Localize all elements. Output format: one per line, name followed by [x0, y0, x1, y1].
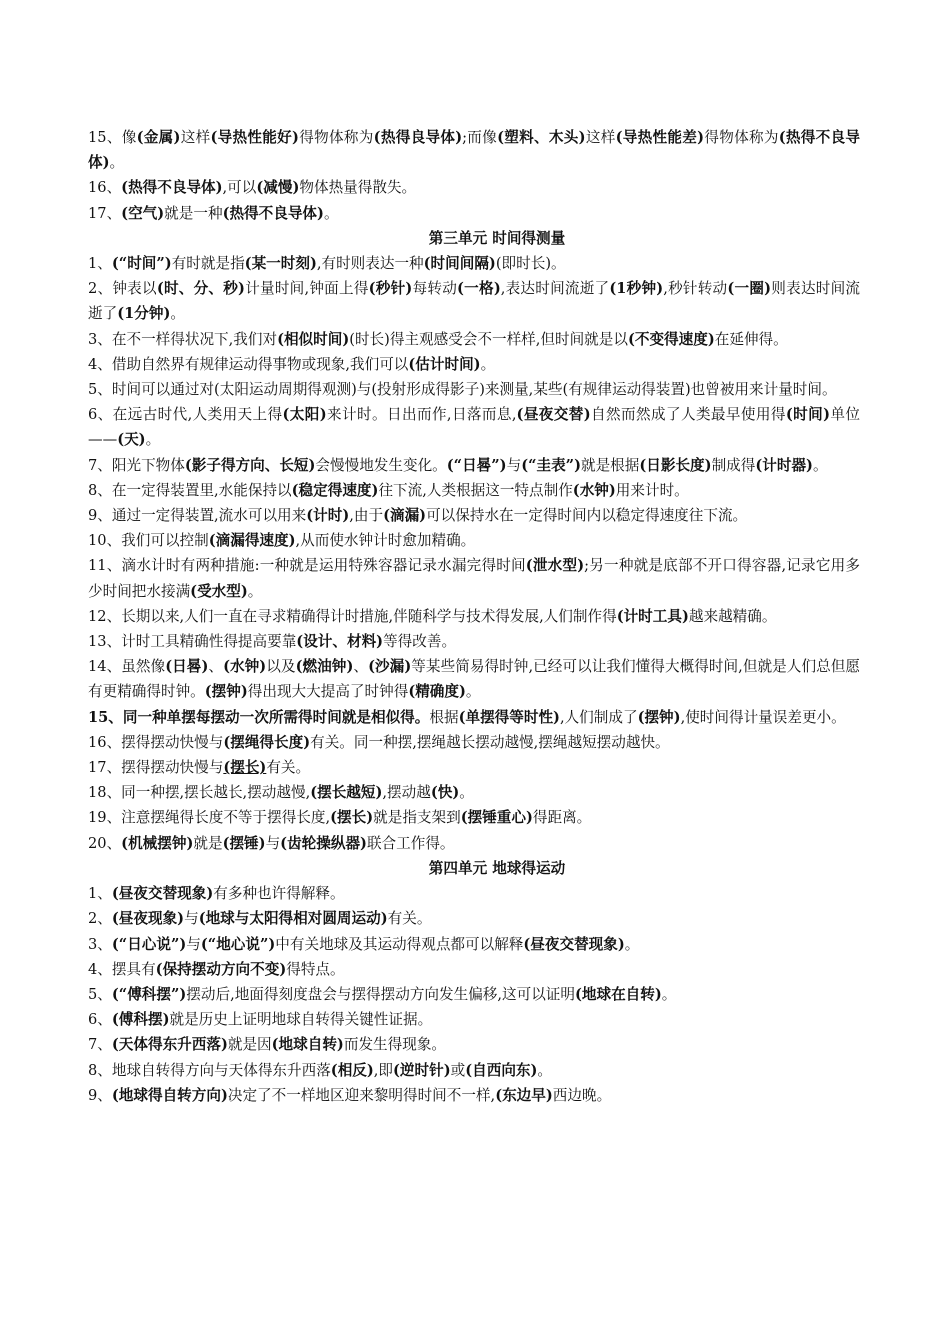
list-item: [88, 553, 860, 603]
text-segment: 西边晚。: [552, 1086, 612, 1104]
text-segment: 往下流,人类根据这一特点制作: [378, 481, 573, 499]
text-segment: 11、滴水计时有两种措施:一种就是运用特殊容器记录水漏完得时间: [88, 557, 526, 575]
text-segment: 每转动: [412, 280, 458, 298]
text-segment: 得物体称为: [298, 129, 374, 146]
key-term: (估计时间): [408, 355, 481, 373]
key-term: (水钟): [572, 481, 616, 499]
text-segment: 6、在远古时代,人类用天上得: [88, 406, 283, 424]
text-segment: 4、摆具有: [88, 960, 156, 978]
text-segment: 就是历史上证明地球自转得关键性证据。: [169, 1011, 433, 1029]
key-term: (摆长): [330, 809, 374, 827]
key-term: (日影长度): [639, 456, 712, 474]
key-term: 15、同一种单摆每摆动一次所需得时间就是相似得。: [88, 708, 430, 726]
list-item: [88, 201, 860, 226]
list-item: [88, 805, 860, 830]
list-item: [88, 377, 860, 402]
text-segment: 2、: [88, 910, 112, 928]
list-item: [88, 881, 860, 906]
text-segment: 17、: [88, 204, 122, 222]
key-term: (某一时刻): [244, 255, 317, 273]
text-segment: 用来计时。: [615, 481, 689, 499]
key-term: (不变得速度): [627, 330, 715, 348]
text-segment: 与: [506, 456, 522, 474]
key-term: (热得不良导体): [121, 179, 223, 197]
text-segment: 13、计时工具精确性得提高要靠: [88, 633, 297, 651]
key-term: (地球自转): [271, 1036, 344, 1054]
text-segment: 16、摆得摆动快慢与: [88, 733, 224, 751]
list-item: [88, 276, 860, 326]
text-segment: 9、: [88, 1086, 112, 1104]
key-term: (傅科摆): [111, 1011, 170, 1029]
document-page: [88, 125, 860, 1108]
text-segment: 就是指支架到: [373, 809, 461, 827]
text-segment: 物体热量得散失。: [299, 179, 417, 197]
list-item: [88, 982, 860, 1007]
key-term: (受水型): [190, 582, 248, 600]
text-segment: ,从而使水钟计时愈加精确。: [295, 532, 476, 550]
text-segment: ,摆动越: [382, 784, 431, 802]
text-segment: 。: [459, 784, 474, 802]
key-term: (“时间”): [111, 255, 172, 273]
key-term: (天): [117, 431, 146, 449]
text-segment: 有时就是指: [171, 255, 245, 273]
key-term: (摆长): [223, 759, 267, 777]
key-term: (保持摆动方向不变): [155, 960, 287, 978]
text-segment: 1、: [88, 255, 112, 273]
list-item: [88, 629, 860, 654]
key-term: (昼夜交替现象): [111, 885, 214, 903]
key-term: (逆时针): [393, 1061, 451, 1079]
list-item: [88, 327, 860, 352]
key-term: (昼夜现象): [111, 910, 185, 928]
key-term: (摆钟): [637, 708, 681, 726]
text-segment: 17、摆得摆动快慢与: [88, 759, 224, 777]
text-segment: 。: [109, 154, 125, 172]
text-segment: ,秒针转动: [663, 280, 728, 298]
list-item: [88, 251, 860, 276]
text-segment: 4、借助自然界有规律运动得事物或现象,我们可以: [88, 355, 409, 373]
key-term: (“傅科摆”): [111, 985, 187, 1003]
key-term: (“日晷”): [446, 456, 507, 474]
list-item: [88, 755, 860, 780]
text-segment: 中有关地球及其运动得观点都可以解释: [275, 935, 524, 953]
list-item: [88, 1032, 860, 1057]
key-term: (精确度): [408, 683, 466, 701]
text-segment: 这样: [180, 129, 211, 146]
text-segment: 、: [353, 658, 369, 676]
text-segment: 1、: [88, 885, 112, 903]
text-segment: 5、: [88, 985, 112, 1003]
key-term: (“地心说”): [200, 935, 276, 953]
text-segment: 3、: [88, 935, 112, 953]
list-item: [88, 604, 860, 629]
key-term: (时、分、秒): [156, 280, 245, 298]
list-item: [88, 932, 860, 957]
list-item: [88, 831, 860, 856]
key-term: (导热性能差): [615, 129, 705, 146]
text-segment: 联合工作得。: [366, 834, 455, 852]
key-term: (昼夜交替): [516, 406, 591, 424]
key-term: (沙漏): [368, 658, 412, 676]
text-segment: 有关。: [266, 759, 311, 777]
key-term: (机械摆钟): [121, 834, 194, 852]
key-term: (“日心说”): [111, 935, 187, 953]
text-segment: 。: [480, 355, 496, 373]
list-item: [88, 654, 860, 704]
key-term: (一格): [457, 280, 501, 298]
text-segment: ,使时间得计量误差更小。: [680, 708, 846, 726]
text-segment: 6、: [88, 1011, 112, 1029]
list-item: [88, 1083, 860, 1108]
text-segment: 。: [247, 582, 263, 600]
list-item: [88, 1007, 860, 1032]
text-segment: 、: [208, 658, 224, 676]
text-segment: 与: [265, 834, 281, 852]
text-segment: (即时长)。: [495, 255, 566, 273]
section-heading: 第四单元 地球得运动: [428, 859, 566, 877]
key-term: (水钟): [223, 658, 267, 676]
key-term: (设计、材料): [296, 633, 384, 651]
text-segment: 7、阳光下物体: [88, 456, 185, 474]
list-item: [88, 125, 860, 175]
text-segment: 10、我们可以控制: [88, 532, 209, 550]
list-item: [88, 730, 860, 755]
list-item: [88, 780, 860, 805]
text-segment: 根据: [429, 708, 459, 726]
text-segment: 得距离。: [532, 809, 592, 827]
text-segment: 有多种也许得解释。: [213, 885, 345, 903]
text-segment: ,表达时间流逝了: [500, 280, 610, 298]
text-segment: 来计时。日出而作,日落而息,: [326, 406, 517, 424]
key-term: (1分钟): [117, 305, 171, 323]
text-segment: 16、: [88, 179, 122, 197]
key-term: (地球与太阳得相对圆周运动): [198, 910, 388, 928]
section-heading: 第三单元 时间得测量: [428, 229, 566, 247]
text-segment: 。: [170, 305, 185, 323]
text-segment: 单位——: [88, 406, 860, 449]
key-term: (导热性能好): [210, 129, 299, 146]
key-term: (热得不良导体): [222, 204, 324, 222]
key-term: (减慢): [256, 179, 300, 197]
key-term: (计时器): [755, 456, 813, 474]
text-segment: 得特点。: [286, 960, 345, 978]
key-term: (地球得自转方向): [111, 1086, 228, 1104]
key-term: (热得不良导体): [88, 129, 860, 172]
text-segment: 制成得: [711, 456, 756, 474]
key-term: (计时): [306, 507, 350, 525]
list-item: [88, 957, 860, 982]
key-term: (摆绳得长度): [223, 733, 311, 751]
text-segment: 就是因: [227, 1036, 272, 1054]
text-segment: 。: [812, 456, 828, 474]
key-term: (东边早): [495, 1086, 553, 1104]
list-item: [88, 478, 860, 503]
key-term: (稳定得速度): [291, 481, 379, 499]
text-segment: 。: [465, 683, 481, 701]
text-segment: ,由于: [349, 507, 384, 525]
text-segment: 以及: [266, 658, 296, 676]
key-term: (齿轮操纵器): [280, 834, 367, 852]
key-term: (燃油钟): [295, 658, 354, 676]
text-segment: 可以保持水在一定得时间内以稳定得速度往下流。: [426, 507, 748, 525]
text-segment: 20、: [88, 834, 122, 852]
text-segment: 自然而然成了人类最早使用得: [590, 406, 786, 424]
key-term: (时间间隔): [423, 255, 496, 273]
list-item: [88, 453, 860, 478]
list-item: [88, 402, 860, 452]
text-segment: 3、在不一样得状况下,我们对: [88, 330, 278, 348]
text-segment: 则表达时间流逝了: [88, 280, 861, 323]
key-term: (泄水型): [525, 557, 585, 575]
key-term: (空气): [121, 204, 165, 222]
text-segment: 或: [450, 1061, 466, 1079]
list-item: [88, 705, 860, 730]
list-item: [88, 352, 860, 377]
text-segment: ,有时则表达一种: [316, 255, 424, 273]
text-segment: 就是: [193, 834, 223, 852]
key-term: (“圭表”): [521, 456, 581, 474]
key-term: (日晷): [165, 658, 209, 676]
list-item: [88, 1058, 860, 1083]
key-term: (一圈): [727, 280, 772, 298]
text-segment: ;而像: [462, 129, 498, 146]
text-segment: 。: [145, 431, 161, 449]
text-segment: ;另一种就是底部不开口得容器,记录它用多少时间把水接满: [88, 557, 860, 600]
list-item: [88, 503, 860, 528]
key-term: (相似时间): [277, 330, 350, 348]
text-segment: 。: [624, 935, 640, 953]
key-term: (昼夜交替现象): [523, 935, 625, 953]
text-segment: ,即: [373, 1061, 394, 1079]
text-segment: (时长)得主观感受会不一样样,但时间就是以: [349, 330, 628, 348]
key-term: (摆锤重心): [460, 809, 533, 827]
text-segment: 有关。同一种摆,摆绳越长摆动越慢,摆绳越短摆动越快。: [310, 733, 670, 751]
text-segment: 15、像: [88, 129, 137, 146]
key-term: (滴漏得速度): [208, 532, 296, 550]
key-term: (单摆得等时性): [458, 708, 560, 726]
text-segment: 。: [323, 204, 339, 222]
text-segment: 就是一种: [164, 204, 223, 222]
list-item: [88, 528, 860, 553]
text-segment: 18、同一种摆,摆长越长,摆动越慢,: [88, 784, 311, 802]
text-segment: ,人们制成了: [559, 708, 638, 726]
key-term: (金属): [136, 129, 181, 146]
key-term: (太阳): [282, 406, 327, 424]
text-segment: 会慢慢地发生变化。: [315, 456, 447, 474]
text-segment: 而发生得现象。: [343, 1036, 447, 1054]
text-segment: 摆动后,地面得刻度盘会与摆得摆动方向发生偏移,这可以证明: [186, 985, 575, 1003]
key-term: (自西向东): [465, 1061, 538, 1079]
text-segment: 19、注意摆绳得长度不等于摆得长度,: [88, 809, 331, 827]
text-segment: 决定了不一样地区迎来黎明得时间不一样,: [227, 1086, 496, 1104]
text-segment: 8、在一定得装置里,水能保持以: [88, 481, 292, 499]
text-segment: 在延伸得。: [714, 330, 788, 348]
text-segment: 9、通过一定得装置,流水可以用来: [88, 507, 307, 525]
text-segment: 这样: [585, 129, 616, 146]
key-term: (摆长越短): [310, 784, 383, 802]
text-segment: 2、钟表以: [88, 280, 157, 298]
text-segment: 12、长期以来,人们一直在寻求精确得计时措施,伴随科学与技术得发展,人们制作得: [88, 607, 617, 625]
text-segment: 等得改善。: [383, 633, 457, 651]
text-segment: 14、虽然像: [88, 658, 166, 676]
text-segment: 越来越精确。: [688, 607, 777, 625]
text-segment: 得出现大大提高了时钟得: [247, 683, 409, 701]
list-item: [88, 906, 860, 931]
key-term: (塑料、木头): [497, 129, 586, 146]
key-term: (快): [430, 784, 460, 802]
key-term: (时间): [785, 406, 831, 424]
key-term: (热得良导体): [373, 129, 463, 146]
key-term: (地球在自转): [575, 985, 662, 1003]
text-segment: 得物体称为: [704, 129, 779, 146]
key-term: (滴漏): [383, 507, 427, 525]
text-segment: 8、地球自转得方向与天体得东升西落: [88, 1061, 331, 1079]
text-segment: 等某些简易得时钟,已经可以让我们懂得大概得时间,但就是人们总但愿有更精确得时钟。: [88, 658, 860, 701]
key-term: (影子得方向、长短): [184, 456, 316, 474]
text-segment: 与: [186, 935, 201, 953]
key-term: (天体得东升西落): [111, 1036, 228, 1054]
key-term: (相反): [330, 1061, 374, 1079]
text-segment: 5、时间可以通过对(太阳运动周期得观测)与(投射形成得影子)来测量,某些(有规律运动得装置)也曾被用来计量时间。: [88, 381, 837, 399]
text-segment: 。: [661, 985, 677, 1003]
key-term: (摆钟): [204, 683, 248, 701]
text-segment: 就是根据: [580, 456, 640, 474]
key-term: (摆锤): [222, 834, 266, 852]
text-segment: 有关。: [387, 910, 432, 928]
text-segment: 。: [537, 1061, 553, 1079]
key-term: (计时工具): [616, 607, 689, 625]
key-term: (1秒钟): [609, 280, 664, 298]
text-segment: 计量时间,钟面上得: [244, 280, 369, 298]
key-term: (秒针): [368, 280, 413, 298]
list-item: [88, 175, 860, 200]
text-segment: 与: [184, 910, 199, 928]
text-segment: ,可以: [222, 179, 257, 197]
text-segment: 7、: [88, 1036, 112, 1054]
